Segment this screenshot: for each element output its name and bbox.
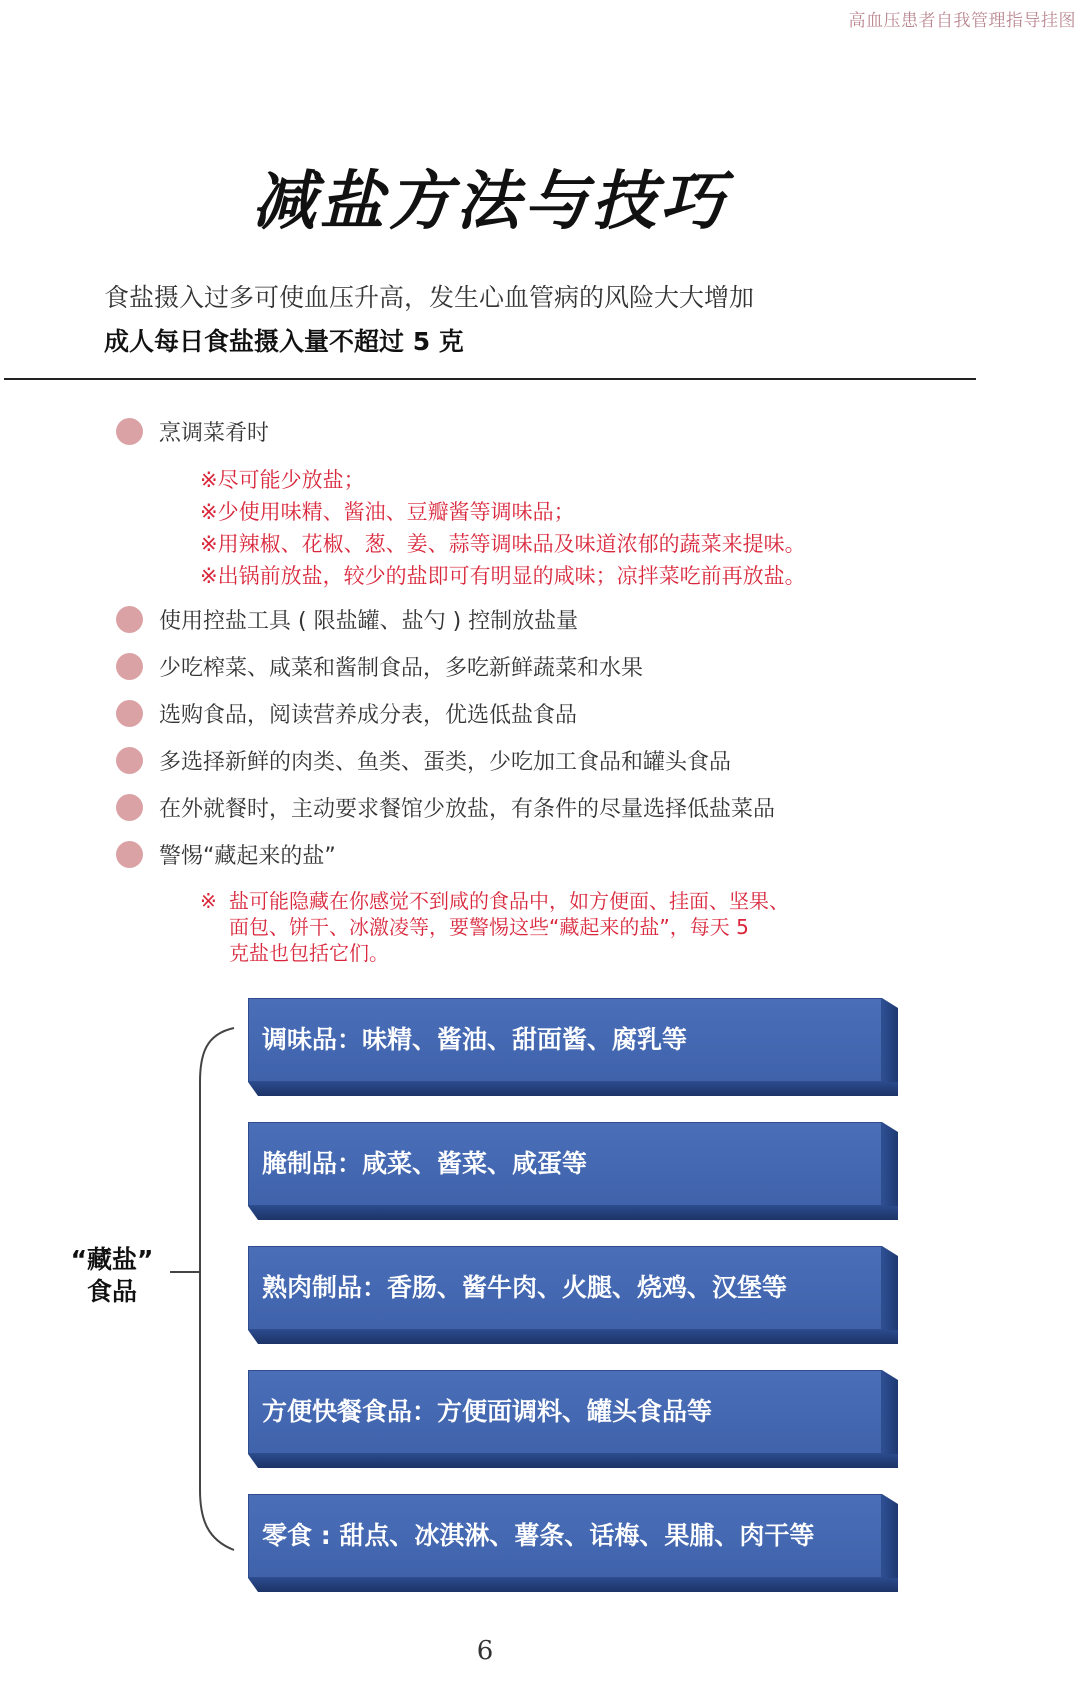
note-line: 克盐也包括它们。	[229, 941, 389, 965]
tip-item	[116, 745, 731, 776]
page-title: 减盐方法与技巧	[252, 165, 728, 239]
note-line: 面包、饼干、冰激凌等，要警惕这些“藏起来的盐”，每天 5	[229, 915, 749, 939]
header-note: 高血压患者自我管理指导挂图	[848, 11, 1076, 31]
tip-item	[116, 698, 577, 729]
bullet-dot	[116, 700, 143, 727]
category-box	[248, 1246, 898, 1346]
tip-text: 使用控盐工具 ( 限盐罐、盐勺 ) 控制放盐量	[159, 609, 579, 634]
cooking-detail: ※尽可能少放盐；	[200, 468, 365, 492]
cooking-detail: ※出锅前放盐，较少的盐即可有明显的咸味；凉拌菜吃前再放盐。	[200, 564, 806, 588]
hidden-salt-label-line-2: 食品	[86, 1277, 137, 1306]
bullet-dot	[116, 794, 143, 821]
category-box	[248, 998, 898, 1098]
intro-line-1: 食盐摄入过多可使血压升高，发生心血管病的风险大大增加	[104, 283, 755, 312]
intro	[104, 276, 754, 364]
brace-connector	[150, 1020, 240, 1560]
tip-text: 多选择新鲜的肉类、鱼类、蛋类，少吃加工食品和罐头食品	[159, 750, 732, 775]
category-text: 腌制品：咸菜、酱菜、咸蛋等	[262, 1149, 588, 1178]
cooking-detail: ※少使用味精、酱油、豆瓣酱等调味品；	[200, 500, 575, 524]
cooking-detail: ※用辣椒、花椒、葱、姜、蒜等调味品及味道浓郁的蔬菜来提味。	[200, 532, 806, 556]
category-text: 熟肉制品：香肠、酱牛肉、火腿、烧鸡、汉堡等	[262, 1273, 788, 1302]
tip-cooking	[116, 416, 269, 447]
bullet-dot	[116, 747, 143, 774]
hidden-salt-note	[200, 888, 860, 966]
bullet-dot	[116, 418, 143, 445]
bullet-dot	[116, 841, 143, 868]
category-box	[248, 1370, 898, 1470]
category-text: 方便快餐食品：方便面调料、罐头食品等	[262, 1397, 713, 1426]
category-text: 零食 : 甜点、冰淇淋、薯条、话梅、果脯、肉干等	[262, 1521, 815, 1550]
intro-line-2: 成人每日食盐摄入量不超过 5 克	[104, 327, 464, 356]
tip-item	[116, 651, 643, 682]
divider	[4, 378, 976, 380]
tip-text: 警惕“藏起来的盐”	[159, 844, 336, 869]
bullet-dot	[116, 653, 143, 680]
bullet-dot	[116, 606, 143, 633]
note-line: 盐可能隐藏在你感觉不到咸的食品中，如方便面、挂面、坚果、	[229, 889, 789, 913]
tip-item	[116, 792, 775, 823]
hidden-salt-label-line-1: “藏盐”	[70, 1245, 154, 1274]
category-box	[248, 1122, 898, 1222]
tip-text: 在外就餐时，主动要求餐馆少放盐，有条件的尽量选择低盐菜品	[159, 797, 776, 822]
category-box	[248, 1494, 898, 1594]
tip-item	[116, 839, 336, 870]
category-text: 调味品：味精、酱油、甜面酱、腐乳等	[262, 1025, 688, 1054]
page-number: 6	[476, 1636, 494, 1666]
tip-text: 少吃榨菜、咸菜和酱制食品，多吃新鲜蔬菜和水果	[159, 656, 644, 681]
note-mark: ※	[200, 889, 217, 913]
tip-text: 选购食品，阅读营养成分表，优选低盐食品	[159, 703, 578, 728]
hidden-salt-label	[62, 1244, 162, 1308]
tip-cooking-label: 烹调菜肴时	[159, 421, 270, 446]
tip-item	[116, 604, 578, 635]
